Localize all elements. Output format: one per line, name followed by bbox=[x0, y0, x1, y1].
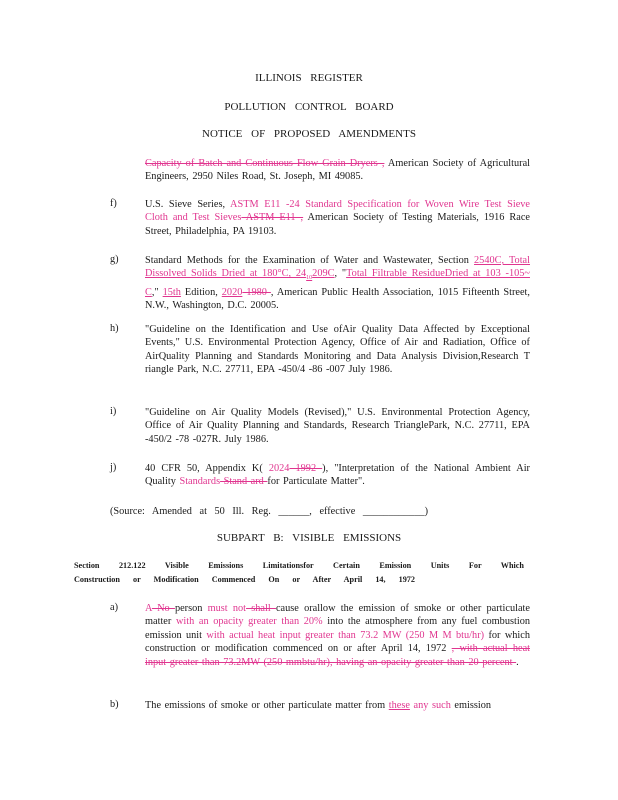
item-letter-f: f) bbox=[110, 198, 117, 209]
source-note: (Source: Amended at 50 Ill. Reg. ______, effective ____________) bbox=[110, 506, 429, 517]
inserted-text: these bbox=[388, 700, 410, 711]
item-text: for which construction or modification commenced on or after April 14, 1972 bbox=[145, 629, 531, 655]
item-letter-j: j) bbox=[110, 462, 117, 473]
item-text: American Society of Testing Materials, 1916 Race Street, Philadelphia, PA 19103. bbox=[145, 212, 530, 237]
inserted-text: 2020 bbox=[221, 286, 243, 298]
item-text: for Particulate Matter". bbox=[267, 476, 365, 488]
item-text: Standard Methods for the Examination of Water and Wastewater, Section bbox=[145, 255, 475, 266]
deleted-text: shall bbox=[246, 603, 276, 614]
deleted-text: No bbox=[151, 603, 175, 614]
deleted-text: Stand ard bbox=[220, 476, 268, 488]
inserted-text: such bbox=[428, 700, 451, 711]
inserted-text: 2024 bbox=[268, 463, 290, 474]
inserted-text: any bbox=[409, 700, 429, 711]
item-text: ), "Interpretation of the National Ambient Air Quality bbox=[145, 463, 530, 488]
deleted-text: , with actual heat input greater than 73.2MW (250 mmbtu/hr), having an opacity greater than 20 percent bbox=[145, 643, 530, 668]
inserted-text: must not bbox=[207, 603, 247, 614]
inserted-text: Total Filtrable ResidueDried at 103 -105~ C bbox=[145, 268, 530, 298]
inserted-text: 2540C, Total Dissolved Solids Dried at 180°C, 24 bbox=[145, 255, 530, 280]
item-text: cause orallow the emission of smoke or other particulate matter bbox=[145, 603, 530, 628]
deleted-text: ASTM E11 , bbox=[241, 212, 304, 224]
item-letter-i: i) bbox=[110, 406, 117, 417]
continued-paragraph bbox=[145, 157, 530, 184]
inserted-text: 15th bbox=[162, 286, 181, 298]
section-heading-line-2: Construction or Modification Commenced On or After April 14, 1972 bbox=[74, 575, 415, 584]
item-text: U.S. Sieve Series, bbox=[145, 199, 231, 210]
item-letter-h: h) bbox=[110, 323, 119, 334]
item-i: "Guideline on Air Quality Models (Revised)," U.S. Environmental Protection Agency, Office of Air Quality Planning and Standards, Research TrianglePark, N.C. 27711, EPA -450/2 -78 -027R. July 1986. bbox=[145, 407, 530, 445]
item-h: "Guideline on the Identification and Use ofAir Quality Data Affected by Exceptional Events," U.S. Environmental Protection Agency, Office of Air and Radiation, Office of AirQuality Planning and Standards Monitoring and Data Analysis Division,Research T riangle Park, N.C. 27711, EPA -450/4 -86 -007 July 1986. bbox=[145, 324, 530, 376]
item-a bbox=[145, 602, 530, 669]
deleted-text: 1992 bbox=[289, 463, 323, 474]
deleted-text: Capacity of Batch and Continuous Flow Grain Dryers , bbox=[145, 158, 385, 169]
item-f bbox=[145, 198, 530, 238]
deleted-text: 1980 bbox=[242, 286, 271, 298]
item-text: 40 CFR 50, Appendix K( bbox=[145, 463, 269, 474]
item-letter-g: g) bbox=[110, 254, 119, 265]
inserted-text: ASTM E11 -24 Standard Specification for Woven Wire Test Sieve Cloth and Test Sieves bbox=[145, 199, 530, 224]
item-text: Edition, bbox=[180, 286, 222, 298]
item-text: , American Public Health Association, 1015 Fifteenth Street, N.W., Washington, D.C. 20005. bbox=[145, 286, 530, 312]
item-letter-b: b) bbox=[110, 699, 119, 710]
header-line-2: POLLUTION CONTROL BOARD bbox=[224, 101, 394, 113]
header-line-1: ILLINOIS REGISTER bbox=[255, 72, 363, 84]
item-text: . bbox=[516, 656, 519, 668]
inserted-text: A bbox=[145, 603, 152, 614]
item-letter-a: a) bbox=[110, 602, 118, 613]
inserted-text: Standards bbox=[179, 476, 221, 488]
inserted-text: with an opacity greater than 20% bbox=[175, 616, 323, 628]
item-text: ," bbox=[151, 286, 163, 298]
inserted-text: with actual heat input greater than 73.2 MW (250 M M btu/hr) bbox=[206, 629, 485, 641]
subpart-heading: SUBPART B: VISIBLE EMISSIONS bbox=[216, 532, 402, 544]
item-text: The emissions of smoke or other particulate matter from bbox=[145, 700, 389, 711]
item-b bbox=[145, 699, 530, 712]
item-j bbox=[145, 462, 530, 489]
paragraph-text: American Society of Agricultural Engineers, 2950 Niles Road, St. Joseph, MI 49085. bbox=[145, 158, 530, 183]
header-line-3: NOTICE OF PROPOSED AMENDMENTS bbox=[202, 128, 416, 140]
item-text: into the atmosphere from any fuel combustion emission unit bbox=[145, 616, 530, 641]
inserted-text: 209C bbox=[312, 268, 335, 280]
item-text: person bbox=[174, 603, 208, 614]
item-text: , " bbox=[334, 268, 347, 280]
inserted-text: 10 bbox=[306, 275, 313, 282]
section-heading-line-1: Section 212.122 Visible Emissions Limitationsfor Certain Emission Units For Which bbox=[74, 561, 524, 570]
item-g bbox=[145, 254, 530, 313]
item-text: emission bbox=[450, 700, 492, 711]
